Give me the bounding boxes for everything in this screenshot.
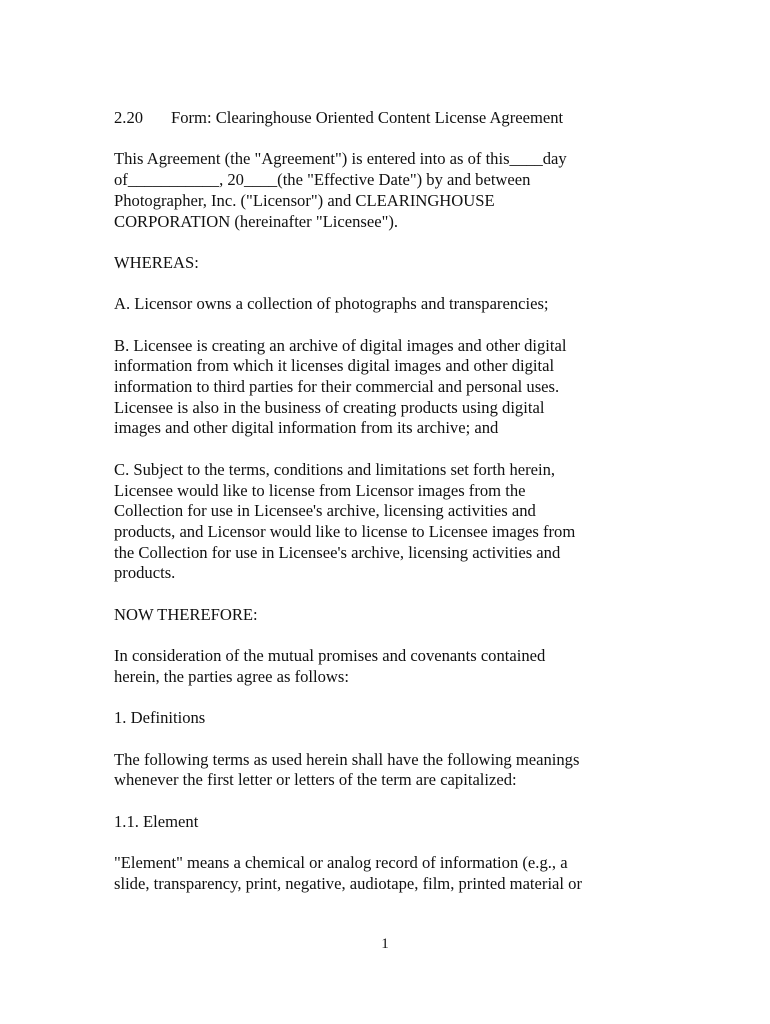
text-line: Collection for use in Licensee's archive, licensing activities and (114, 501, 536, 521)
page-number: 1 (381, 936, 389, 952)
text-line: the Collection for use in Licensee's archive, licensing activities and (114, 542, 561, 562)
text-line: This Agreement (the "Agreement") is entered into as of this____day (114, 149, 567, 169)
whereas-heading: WHEREAS: (114, 252, 199, 272)
definitions-intro (114, 750, 659, 791)
text-line: products. (114, 563, 176, 583)
section-heading (114, 108, 659, 129)
section-number: 2.20 (114, 108, 144, 127)
element-heading: 1.1. Element (114, 811, 199, 831)
text-line: Licensee is also in the business of creating products using digital (114, 397, 545, 417)
recital-b (114, 336, 659, 440)
text-line: Photographer, Inc. ("Licensor") and CLEARINGHOUSE (114, 190, 495, 210)
recital-c (114, 460, 659, 584)
now-therefore-heading: NOW THEREFORE: (114, 604, 258, 624)
element-definition (114, 853, 659, 894)
text-line: The following terms as used herein shall have the following meanings (114, 749, 580, 769)
section-title: Form: Clearinghouse Oriented Content License Agreement (171, 108, 564, 127)
text-line: C. Subject to the terms, conditions and limitations set forth herein, (114, 459, 556, 479)
text-line: B. Licensee is creating an archive of digital images and other digital (114, 335, 567, 355)
consideration-paragraph (114, 646, 659, 687)
intro-paragraph (114, 149, 659, 232)
text-line: Licensee would like to license from Licensor images from the (114, 480, 526, 500)
recital-a (114, 294, 659, 315)
text-line: herein, the parties agree as follows: (114, 666, 349, 686)
definitions-heading: 1. Definitions (114, 708, 206, 728)
document-body (114, 108, 659, 915)
text-line: In consideration of the mutual promises and covenants contained (114, 646, 546, 666)
text-line: whenever the first letter or letters of the term are capitalized: (114, 770, 517, 790)
text-line: products, and Licensor would like to license to Licensee images from (114, 521, 576, 541)
text-line: information from which it licenses digital images and other digital (114, 356, 555, 376)
text-line: "Element" means a chemical or analog record of information (e.g., a (114, 853, 568, 873)
text-line: slide, transparency, print, negative, audiotape, film, printed material or (114, 873, 582, 893)
text-line: of___________, 20____(the "Effective Date") by and between (114, 170, 531, 190)
text-line: images and other digital information from its archive; and (114, 418, 499, 438)
text-line: information to third parties for their commercial and personal uses. (114, 377, 560, 397)
text-line: CORPORATION (hereinafter "Licensee"). (114, 211, 399, 231)
text-line: A. Licensor owns a collection of photographs and transparencies; (114, 294, 549, 314)
